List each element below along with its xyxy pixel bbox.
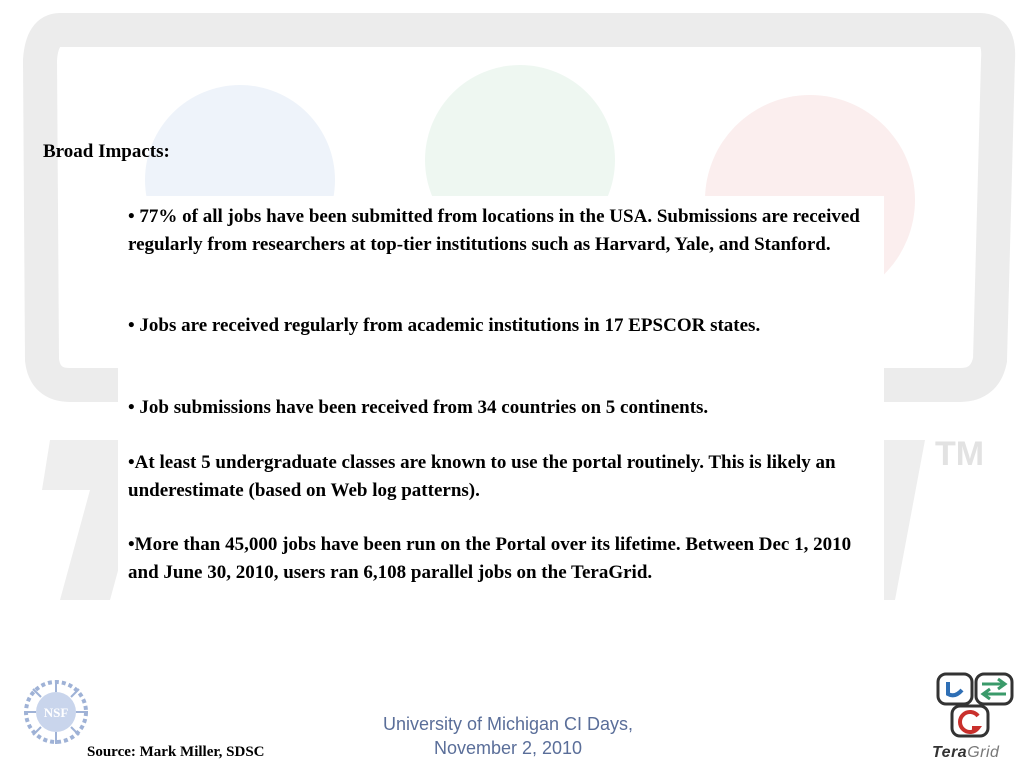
bullet-jobs-run: •More than 45,000 jobs have been run on the Portal over its lifetime. Between Dec 1, 2010 and June 30, 2010, users ran 6,108 parallel jobs on the TeraGrid. — [128, 534, 852, 583]
bullet-undergraduate-classes: •At least 5 undergraduate classes are known to use the portal routinely. This is likely an underestimate (based on Web log patterns). — [128, 452, 836, 501]
footer-line-1: University of Michigan CI Days, — [382, 714, 634, 734]
nsf-logo — [20, 676, 92, 748]
trademark-symbol: TM — [935, 435, 985, 473]
bullet-epscor-states: • Jobs are received regularly from academic institutions in 17 EPSCOR states. — [128, 315, 761, 336]
nsf-logo-text: NSF — [43, 705, 69, 720]
bullet-countries: • Job submissions have been received from 34 countries on 5 continents. — [128, 397, 709, 418]
teragrid-wordmark — [932, 744, 999, 762]
footer-event — [340, 712, 676, 760]
broad-impacts-heading: Broad Impacts: — [43, 141, 170, 162]
teragrid-wordmark-grid: Grid — [967, 744, 1000, 761]
bullet-usa-submissions: • 77% of all jobs have been submitted from locations in the USA. Submissions are received regularly from researchers at top-tier institutions such as Harvard, Yale, and Stanford. — [128, 206, 860, 255]
footer-line-2: November 2, 2010 — [433, 738, 583, 758]
source-credit: Source: Mark Miller, SDSC — [87, 744, 265, 760]
teragrid-wordmark-tera: Tera — [932, 744, 968, 761]
